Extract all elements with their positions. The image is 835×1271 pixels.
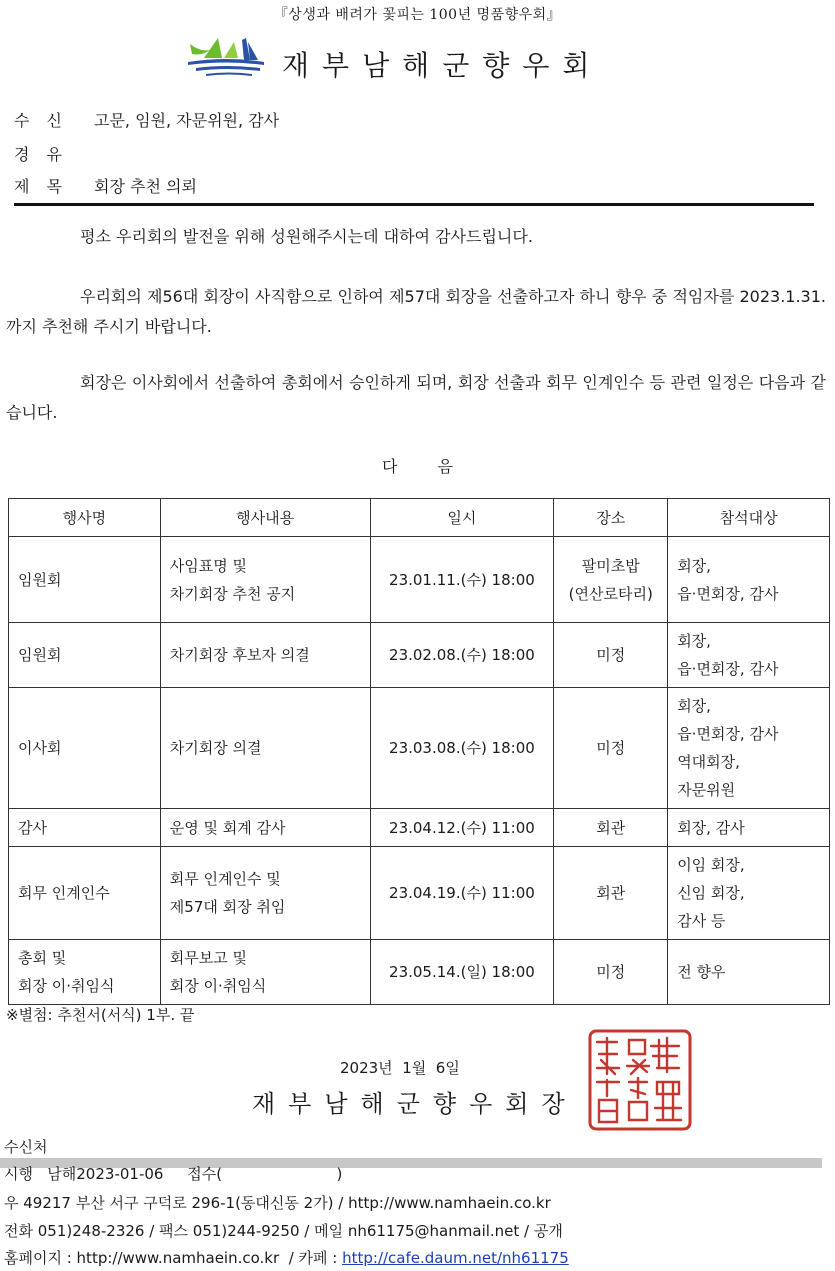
cell-content: 운영 및 회계 감사 (160, 809, 370, 847)
cell-place: 회관 (554, 809, 668, 847)
via-row (14, 142, 94, 165)
recipient-row (14, 108, 279, 131)
header-place: 장소 (554, 499, 668, 537)
cell-event: 회무 인계인수 (9, 847, 161, 940)
cell-event: 감사 (9, 809, 161, 847)
cell-event: 임원회 (9, 623, 161, 688)
schedule-table (8, 498, 830, 1005)
official-seal-icon (587, 1028, 693, 1132)
table-row (9, 537, 830, 623)
table-row (9, 940, 830, 1005)
cell-datetime: 23.05.14.(일) 18:00 (370, 940, 554, 1005)
doc-number-line: 시행 남해2023-01-06 접수( ) (4, 1165, 343, 1183)
cell-datetime: 23.01.11.(수) 18:00 (370, 537, 554, 623)
cell-datetime: 23.04.19.(수) 11:00 (370, 847, 554, 940)
header-content: 행사내용 (160, 499, 370, 537)
cell-datetime: 23.03.08.(수) 18:00 (370, 688, 554, 809)
paragraph-schedule-intro: 회장은 이사회에서 선출하여 총회에서 승인하게 되며, 회장 선출과 회무 인계인수 등 관련 일정은 다음과 같습니다. (6, 373, 826, 422)
table-row (9, 847, 830, 940)
via-label: 경 유 (14, 145, 68, 164)
recipient-value: 고문, 임원, 자문위원, 감사 (94, 111, 280, 130)
cell-datetime: 23.02.08.(수) 18:00 (370, 623, 554, 688)
paragraph-request: 우리회의 제56대 회장이 사직함으로 인하여 제57대 회장을 선출하고자 하니 향우 중 적임자를 2023.1.31.까지 추천해 주시기 바랍니다. (6, 287, 826, 336)
cell-attendees: 회장, 읍·면회장, 감사 (668, 537, 830, 623)
cell-datetime: 23.04.12.(수) 11:00 (370, 809, 554, 847)
cell-attendees: 전 향우 (668, 940, 830, 1005)
table-header-row (9, 499, 830, 537)
cell-content: 회무 인계인수 및 제57대 회장 취임 (160, 847, 370, 940)
sender-name: 재부남해군향우회장 (252, 1090, 578, 1118)
cell-content: 차기회장 의결 (160, 688, 370, 809)
subject-label: 제 목 (14, 177, 68, 196)
header-divider (14, 203, 814, 206)
cell-attendees: 회장, 읍·면회장, 감사 역대회장, 자문위원 (668, 688, 830, 809)
paragraph-thanks: 평소 우리회의 발전을 위해 성원해주시는데 대하여 감사드립니다. (80, 227, 533, 246)
cell-content: 회무보고 및 회장 이·취임식 (160, 940, 370, 1005)
cell-event: 이사회 (9, 688, 161, 809)
cell-place: 미정 (554, 940, 668, 1005)
table-row (9, 809, 830, 847)
homepage-text: 홈페이지 : http://www.namhaein.co.kr / 카페 : (4, 1249, 343, 1267)
cell-content: 사임표명 및 차기회장 추천 공지 (160, 537, 370, 623)
org-title: 재부남해군향우회 (282, 49, 603, 82)
header-datetime: 일시 (370, 499, 554, 537)
contact-line: 전화 051)248-2326 / 팩스 051)244-9250 / 메일 nh61175@hanmail.net / 공개 (4, 1222, 563, 1240)
recipient-label: 수 신 (14, 111, 68, 130)
cell-place: 팔미초밥 (연산로타리) (554, 537, 668, 623)
org-logo-icon (186, 36, 266, 80)
address-line: 우 49217 부산 서구 구덕로 296-1(동대신동 2가) / http://www.namhaein.co.kr (4, 1194, 551, 1212)
cell-place: 미정 (554, 688, 668, 809)
attachment-note: ※별첨: 추천서(서식) 1부. 끝 (6, 1006, 195, 1024)
table-row (9, 688, 830, 809)
cell-event: 총회 및 회장 이·취임식 (9, 940, 161, 1005)
section-title: 다음 (382, 457, 493, 476)
issue-date: 2023년 1월 6일 (340, 1059, 460, 1077)
cell-place: 미정 (554, 623, 668, 688)
subject-row (14, 174, 197, 197)
header-event: 행사명 (9, 499, 161, 537)
header-attendees: 참석대상 (668, 499, 830, 537)
cell-event: 임원회 (9, 537, 161, 623)
slogan: 『상생과 배려가 꽃피는 100년 명품향우회』 (273, 7, 562, 23)
cell-attendees: 이임 회장, 신임 회장, 감사 등 (668, 847, 830, 940)
table-row (9, 623, 830, 688)
cell-content: 차기회장 후보자 의결 (160, 623, 370, 688)
cell-place: 회관 (554, 847, 668, 940)
recipients-list-label: 수신처 (4, 1138, 48, 1156)
cafe-link[interactable]: http://cafe.daum.net/nh61175 (342, 1249, 569, 1267)
cell-attendees: 회장, 읍·면회장, 감사 (668, 623, 830, 688)
homepage-line (4, 1247, 569, 1268)
subject-value: 회장 추천 의뢰 (94, 177, 197, 196)
cell-attendees: 회장, 감사 (668, 809, 830, 847)
